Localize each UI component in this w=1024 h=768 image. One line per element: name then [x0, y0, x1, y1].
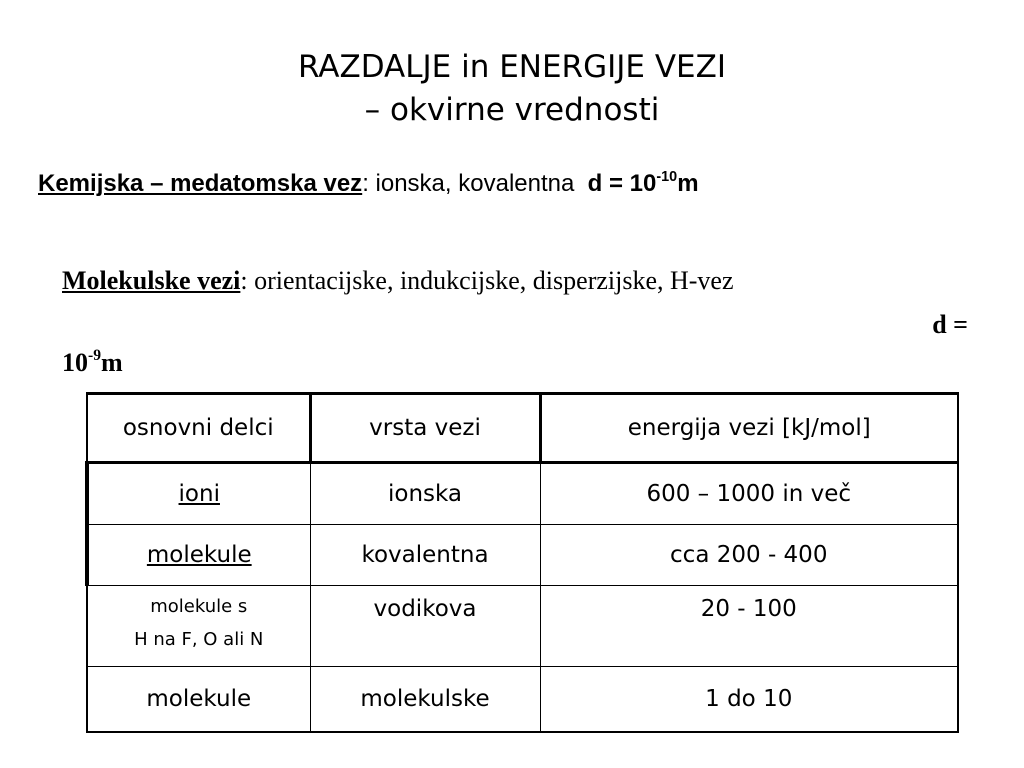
table-row: [87, 586, 958, 667]
molecular-bond-distance-exponent: -9: [88, 347, 101, 365]
molecular-bond-types: orientacijske, indukcijske, disperzijske, H-vez: [254, 266, 734, 295]
cell-energy: cca 200 - 400: [540, 525, 958, 586]
molecular-bond-distance-prefix: d =: [932, 310, 968, 339]
table-row: [87, 667, 958, 733]
table-row: [87, 525, 958, 586]
cell-energy: 20 - 100: [540, 586, 958, 667]
cell-energy: 1 do 10: [540, 667, 958, 733]
header-bond-type: vrsta vezi: [310, 394, 540, 463]
cell-particles-text: molekule: [146, 542, 252, 568]
molecular-bond-distance: [62, 348, 123, 378]
chemical-bond-line: [38, 170, 1008, 198]
molecular-bond-label: Molekulske vezi: [62, 266, 241, 295]
header-energy: energija vezi [kJ/mol]: [540, 394, 958, 463]
molecular-bond-distance-base: 10: [62, 348, 88, 377]
table-header-row: [87, 394, 958, 463]
cell-particles: [87, 586, 310, 667]
cell-particles: [87, 525, 310, 586]
chemical-bond-distance: [588, 170, 699, 197]
molecular-bond-line: [62, 266, 962, 296]
cell-bond: ionska: [310, 463, 540, 525]
header-particles: osnovni delci: [87, 394, 310, 463]
cell-particles-line-2: H na F, O ali N: [134, 629, 264, 650]
chemical-bond-distance-unit: m: [677, 170, 699, 197]
bond-energy-table: [85, 392, 959, 733]
title-line-1: RAZDALJE in ENERGIJE VEZI: [297, 49, 727, 85]
slide-title: [0, 46, 1024, 132]
cell-energy: 600 – 1000 in več: [540, 463, 958, 525]
molecular-bond-separator: :: [240, 266, 255, 295]
cell-particles: [87, 463, 310, 525]
cell-bond: kovalentna: [310, 525, 540, 586]
chemical-bond-label: Kemijska – medatomska vez: [38, 170, 363, 197]
cell-particles: molekule: [87, 667, 310, 733]
chemical-bond-distance-exponent: -10: [656, 168, 678, 185]
cell-bond: molekulske: [310, 667, 540, 733]
table-row: [87, 463, 958, 525]
cell-bond: vodikova: [310, 586, 540, 667]
molecular-bond-distance-unit: m: [101, 348, 123, 377]
cell-particles-text: ioni: [178, 481, 220, 507]
title-line-2: – okvirne vrednosti: [364, 92, 660, 128]
chemical-bond-separator: :: [362, 170, 376, 197]
chemical-bond-distance-prefix: d = 10: [587, 170, 657, 197]
chemical-bond-types: ionska, kovalentna: [375, 170, 575, 197]
cell-particles-line-1: molekule s: [150, 596, 248, 617]
